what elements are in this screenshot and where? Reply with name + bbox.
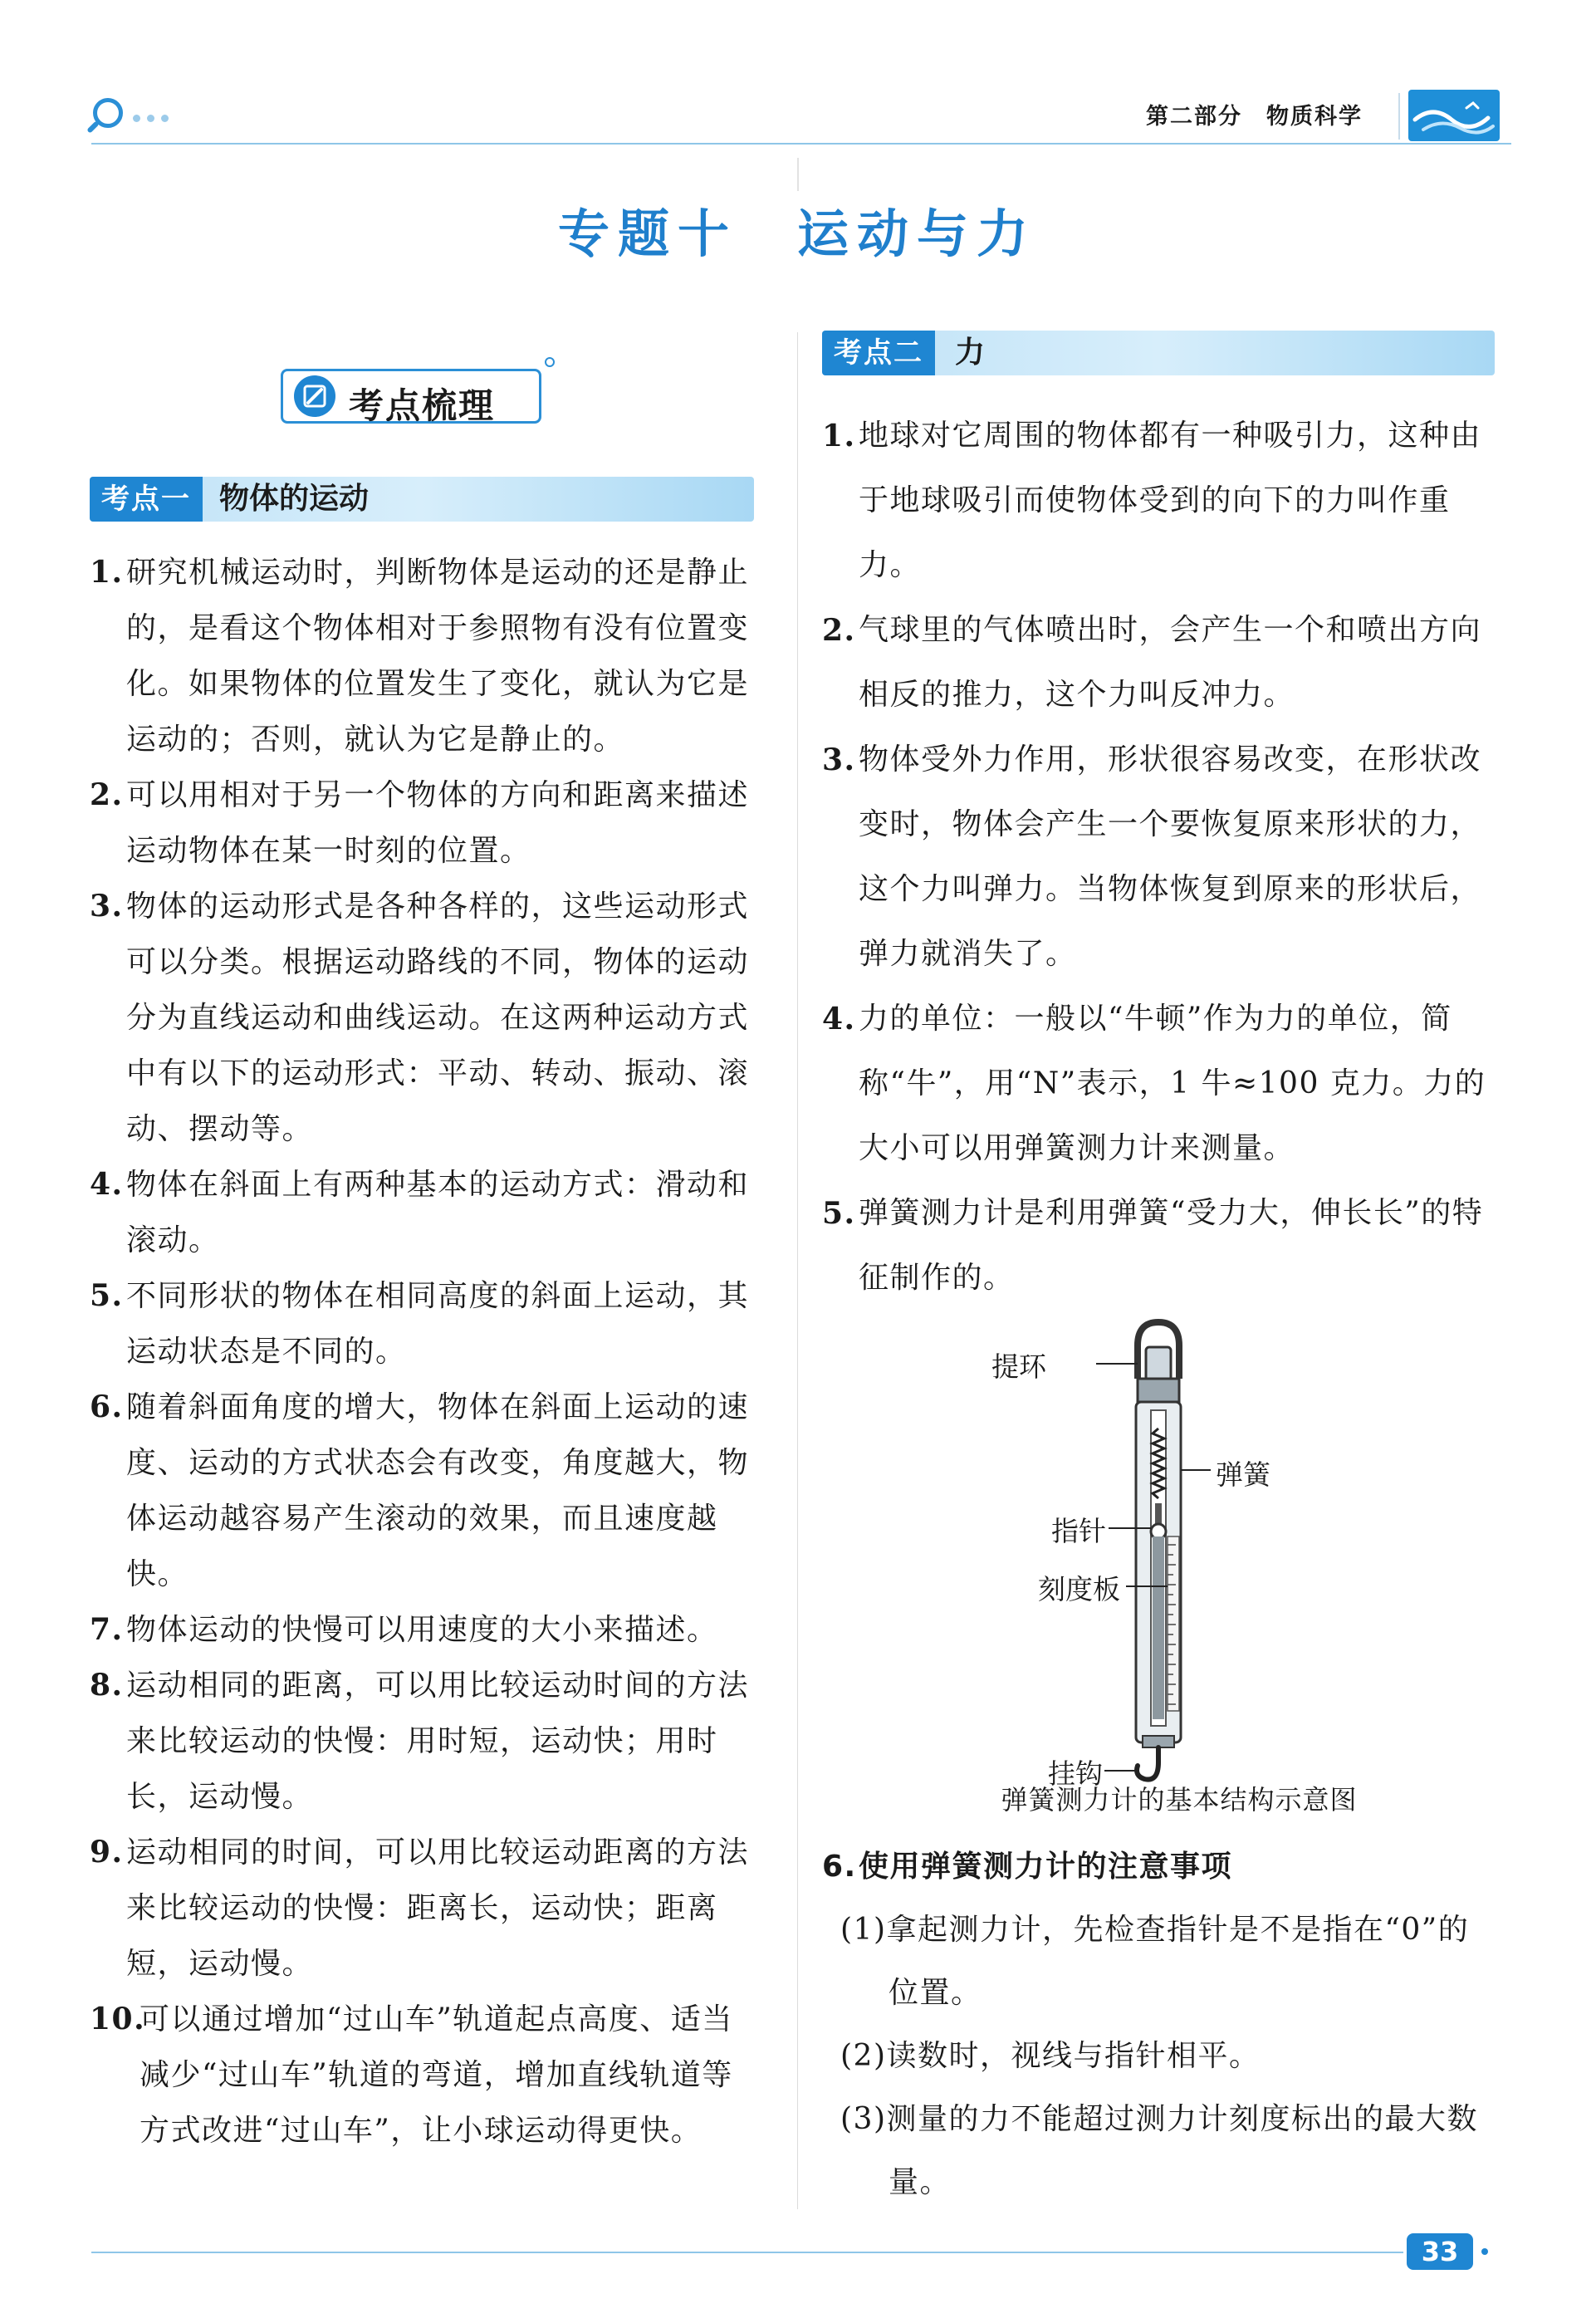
right-column-top bbox=[822, 404, 1496, 1311]
column-divider bbox=[797, 332, 798, 2209]
section-badge bbox=[274, 357, 555, 434]
list-item: 2. 可以用相对于另一个物体的方向和距离来描述运动物体在某一时刻的位置。 bbox=[90, 777, 750, 868]
spring-scale-figure bbox=[991, 1312, 1345, 1790]
section-header-1 bbox=[90, 477, 754, 522]
sub-item: (2)读数时，视线与指针相平。 bbox=[840, 2039, 1261, 2073]
list-item: 5. 弹簧测力计是利用弹簧“受力大，伸长长”的特征制作的。 bbox=[822, 1196, 1484, 1295]
header-dots bbox=[133, 115, 183, 123]
section-title-2: 力 bbox=[955, 336, 986, 370]
list-item: 1. 研究机械运动时，判断物体是运动的还是静止的，是看这个物体相对于参照物有没有位置变化。如果物体的位置发生了变化，就认为它是运动的；否则，就认为它是静止的。 bbox=[90, 555, 750, 757]
page-dot bbox=[1481, 2248, 1488, 2255]
list-item: 10. 可以通过增加“过山车”轨道起点高度、适当减少“过山车”轨道的弯道，增加直线轨道等方式改进“过山车”，让小球运动得更快。 bbox=[90, 2002, 733, 2148]
list-item: 3. 物体受外力作用，形状很容易改变，在形状改变时，物体会产生一个要恢复原来形状的力，这个力叫弹力。当物体恢复到原来的形状后，弹力就消失了。 bbox=[822, 742, 1482, 971]
page-number: 33 bbox=[1407, 2233, 1473, 2270]
right-column-bottom bbox=[822, 1835, 1496, 2214]
part-label: 第二部分 物质科学 bbox=[1146, 104, 1363, 130]
sub-item: (1)拿起测力计，先检查指针是不是指在“0”的位置。 bbox=[840, 1913, 1470, 2010]
list-item: 2. 气球里的气体喷出时，会产生一个和喷出方向相反的推力，这个力叫反冲力。 bbox=[822, 613, 1482, 712]
label-hook: 挂钩 bbox=[1048, 1757, 1103, 1790]
list-item: 8. 运动相同的距离，可以用比较运动时间的方法来比较运动的快慢：用时短，运动快；用时长，运动慢。 bbox=[90, 1668, 750, 1814]
list-item: 4. 力的单位：一般以“牛顿”作为力的单位，简称“牛”，用“N”表示，1 牛≈100 克力。力的大小可以用弹簧测力计来测量。 bbox=[822, 1002, 1486, 1165]
list-item: 3. 物体的运动形式是各种各样的，这些运动形式可以分类。根据运动路线的不同，物体的运动分为直线运动和曲线运动。在这两种运动方式中有以下的运动形式：平动、转动、振动、滚动、摆动等。 bbox=[90, 889, 750, 1146]
section-header-2 bbox=[822, 331, 1495, 375]
section-title-1: 物体的运动 bbox=[219, 482, 370, 516]
section-tag-1: 考点一 bbox=[90, 477, 203, 522]
list-item: 7. 物体运动的快慢可以用速度的大小来描述。 bbox=[90, 1612, 718, 1647]
sub-item: (3)测量的力不能超过测力计刻度标出的最大数量。 bbox=[840, 2102, 1478, 2199]
header-rule bbox=[91, 143, 1511, 145]
badge-dot bbox=[545, 357, 555, 367]
footer-rule bbox=[91, 2252, 1403, 2253]
label-pointer: 指针 bbox=[1051, 1515, 1106, 1547]
badge-label: 考点梳理 bbox=[349, 385, 496, 426]
magnifier-handle bbox=[86, 120, 100, 134]
list-item: 4. 物体在斜面上有两种基本的运动方式：滑动和滚动。 bbox=[90, 1167, 750, 1257]
list-item: 9. 运动相同的时间，可以用比较运动距离的方法来比较运动的快慢：距离长，运动快；距离短，运动慢。 bbox=[90, 1835, 750, 1981]
section-tag-2: 考点二 bbox=[822, 331, 935, 375]
list-item: 5. 不同形状的物体在相同高度的斜面上运动，其运动状态是不同的。 bbox=[90, 1278, 750, 1369]
list-item-heading: 6. 使用弹簧测力计的注意事项 bbox=[822, 1850, 1233, 1884]
list-item: 1. 地球对它周围的物体都有一种吸引力，这种由于地球吸引而使物体受到的向下的力叫作重力。 bbox=[822, 419, 1482, 582]
label-scale: 刻度板 bbox=[1038, 1573, 1120, 1605]
center-tick bbox=[797, 158, 799, 191]
page-title: 专题十 运动与力 bbox=[557, 203, 1036, 264]
left-column bbox=[90, 545, 759, 2159]
spring-scale-drawing bbox=[1013, 1312, 1345, 1786]
label-ring: 提环 bbox=[991, 1350, 1046, 1383]
header-separator bbox=[1398, 93, 1400, 140]
wave-logo-icon bbox=[1408, 90, 1500, 141]
pencil-icon bbox=[294, 375, 335, 417]
label-spring: 弹簧 bbox=[1216, 1458, 1270, 1491]
figure-caption: 弹簧测力计的基本结构示意图 bbox=[1001, 1784, 1358, 1816]
list-item: 6. 随着斜面角度的增大，物体在斜面上运动的速度、运动的方式状态会有改变，角度越大，物体运动越容易产生滚动的效果，而且速度越快。 bbox=[90, 1389, 750, 1591]
